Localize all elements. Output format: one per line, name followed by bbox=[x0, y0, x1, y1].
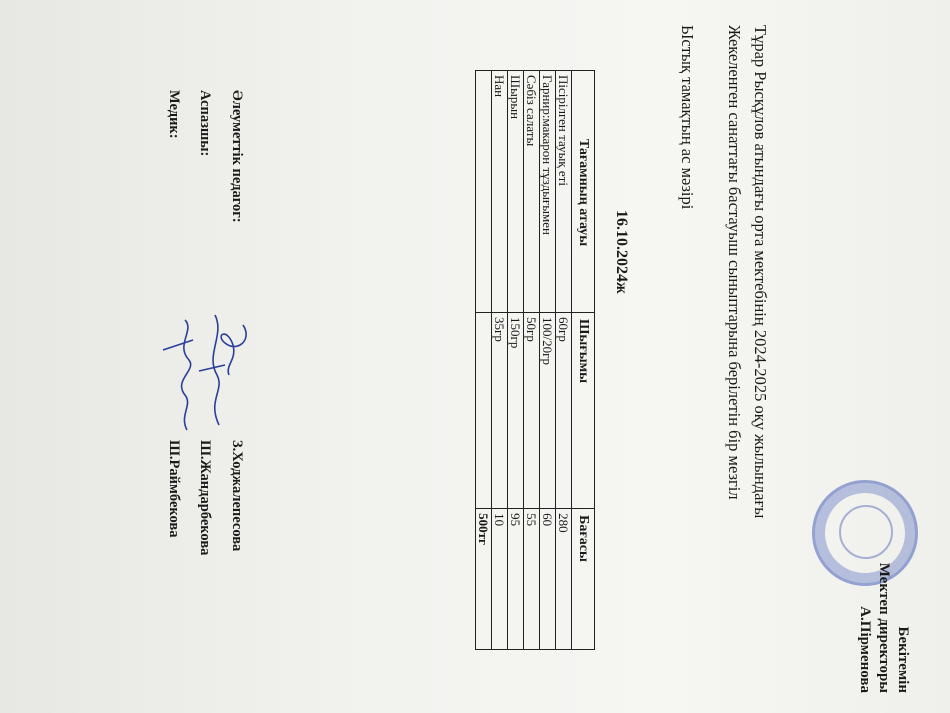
dish-name-cell: Сәбіз салаты bbox=[524, 71, 540, 313]
header-portion: Шығымы bbox=[572, 313, 595, 509]
header-dish-name: Тағамның атауы bbox=[572, 71, 595, 313]
price-cell: 280 bbox=[556, 509, 572, 650]
portion-cell: 35гр bbox=[492, 313, 508, 509]
total-empty-cell bbox=[476, 313, 492, 509]
table-row bbox=[540, 71, 556, 650]
signature-name: Ш.Жандарбекова bbox=[197, 440, 213, 556]
total-empty-cell bbox=[476, 71, 492, 313]
portion-cell: 100/20гр bbox=[540, 313, 556, 509]
heading-line-3: Ыстық тамақтың ас мәзірі bbox=[678, 25, 697, 210]
table-row bbox=[492, 71, 508, 650]
signature-name: Ш.Раймбекова bbox=[166, 440, 182, 538]
table-row bbox=[508, 71, 524, 650]
approval-position: Мектеп директоры bbox=[876, 562, 892, 693]
heading-line-1: Тұрар Рысқұлов атындағы орта мектебінің 2024-2025 оқу жылындағы bbox=[751, 25, 770, 519]
total-price-cell: 500тг bbox=[476, 509, 492, 650]
price-cell: 60 bbox=[540, 509, 556, 650]
header-price: Бағасы bbox=[572, 509, 595, 650]
price-cell: 55 bbox=[524, 509, 540, 650]
portion-cell: 150гр bbox=[508, 313, 524, 509]
signature-role: Медик: bbox=[166, 90, 182, 139]
price-cell: 95 bbox=[508, 509, 524, 650]
handwritten-signatures bbox=[155, 305, 255, 445]
signature-name: З.Ходжалепесова bbox=[229, 440, 245, 552]
dish-name-cell: Нан bbox=[492, 71, 508, 313]
table-row bbox=[524, 71, 540, 650]
portion-cell: 50гр bbox=[524, 313, 540, 509]
price-cell: 10 bbox=[492, 509, 508, 650]
table-row bbox=[556, 71, 572, 650]
menu-date: 16.10.2024ж bbox=[613, 210, 630, 294]
approval-block bbox=[855, 473, 912, 693]
table-header-row bbox=[572, 71, 595, 650]
dish-name-cell: Пісірілген тауық еті bbox=[556, 71, 572, 313]
heading-line-2: Жекеленген санаттағы бастауыш сыныптарына берілетін бір мезгіл bbox=[725, 25, 744, 500]
dish-name-cell: Гарнир:макарон тұздығымен bbox=[540, 71, 556, 313]
signature-role: Әлеуметтік педагог: bbox=[229, 90, 245, 223]
approval-name: А.Пірменова bbox=[857, 606, 873, 693]
dish-name-cell: Шырын bbox=[508, 71, 524, 313]
portion-cell: 60гр bbox=[556, 313, 572, 509]
approval-title: Бекітемін bbox=[895, 626, 911, 693]
menu-table bbox=[475, 70, 595, 650]
table-total-row bbox=[476, 71, 492, 650]
signature-role: Аспазшы: bbox=[197, 90, 213, 157]
